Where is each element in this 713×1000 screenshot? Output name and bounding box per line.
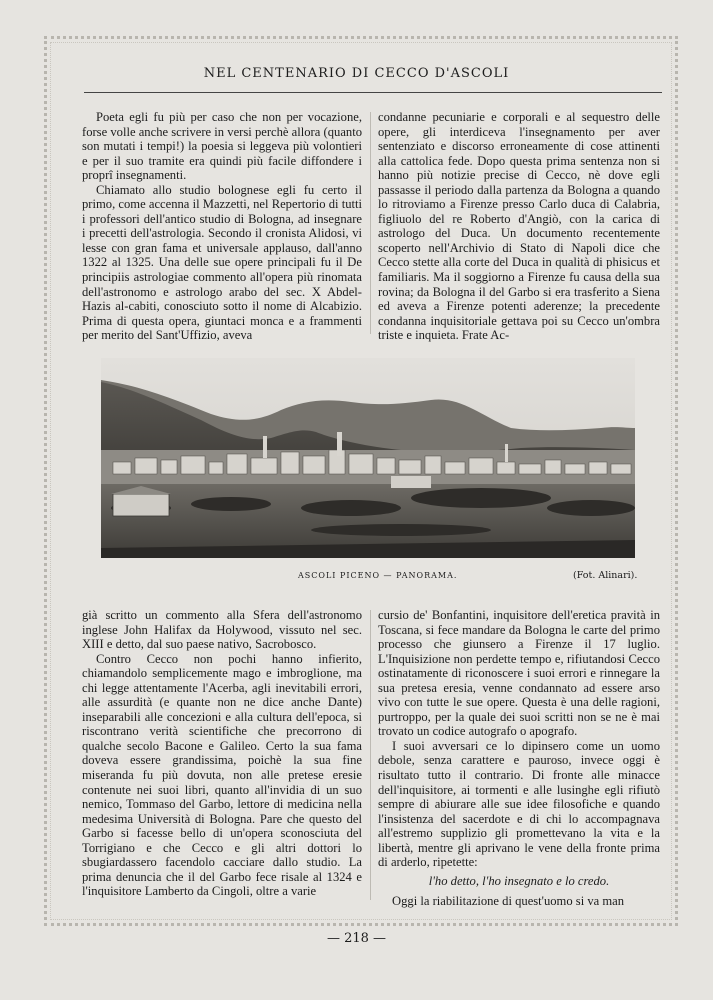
paragraph: I suoi avversari ce lo dipinsero come un uomo debole, senza carattere e pauroso, invece oggi è risultato tutto il contrario. Di fronte alle minacce dell'inquisitore, ai tormenti e alle lusinghe egli rifiutò sempre di abiurare alle sue idee filosofiche e quando l'insistenza del sacerdote e di chi lo accompagnava all'estremo supplizio gli promettevano la vita e la libertà, mentre gli aprivano le vene della fronte prima di arderlo, ripetette: (378, 738, 660, 870)
bottom-right-column (378, 608, 660, 909)
top-right-column (378, 110, 660, 343)
column-divider (370, 610, 371, 900)
running-title: NEL CENTENARIO DI CECCO D'ASCOLI (203, 66, 510, 81)
bottom-left-column (82, 608, 362, 899)
paragraph: Poeta egli fu più per caso che non per vocazione, forse volle anche scrivere in versi perchè allora (quanto son mutati i tempi!) la poesia si leggeva più volontieri e per il suo tramite era quindi più facile diffondere i proprî insegnamenti. (82, 110, 362, 183)
figure-caption: ASCOLI PICENO — PANORAMA. (298, 571, 458, 580)
quotation: l'ho detto, l'ho insegnato e lo credo. (428, 873, 610, 888)
paragraph: Contro Cecco non pochi hanno infierito, chiamandolo semplicemente mago e imbroglione, ma chi legge attentamente l'Acerba, agli inevitabili errori, alle assurdità (e quante non ne dice anche Dante) inseparabili alle concezioni e alla cultura dell'epoca, si riscontrano verità scientifiche che precorrono di qualche secolo Bacone e Galileo. Certo la sua fama doveva essere grandissima, poichè la sua fine miseranda fu più dovuta, non alle pretese eresie contenute nei suoi libri, quanto all'invidia di un suo nemico, Tommaso del Garbo, lettore di medicina nella medesima Università di Bologna. Pare che questo del Garbo si facesse bello di un'opera sconosciuta del Torrigiano e che Cecco e gli altri dottori lo sbugiardassero facendolo cacciare dallo studio. La prima denuncia che il del Garbo fece risale al 1324 e l'inquisitore Lamberto da Cingoli, oltre a varie (82, 651, 362, 899)
paragraph: condanne pecuniarie e corporali e al sequestro delle opere, gli interdiceva l'insegnamento per aver sentenziato e discorso erroneamente di cose attinenti alla cattolica fede. Dopo questa prima sentenza non si hanno più notizie precise di Cecco, nè dove egli passasse il periodo dalla partenza da Bologna a quando lo ritroviamo a Firenze presso Carlo duca di Calabria, figliuolo del re Roberto d'Angiò, con la carica di astrologo del Duca. Un documento recentemente scoperto nell'Archivio di Stato di Napoli dice che Cecco stette alla corte del Duca in qualità di phisicus et familiaris. Ma il soggiorno a Firenze fu causa della sua rovina; da Bologna il del Garbo si era trasferito a Siena ed aveva a Firenze potenti aderenze; la precedente condanna inquisitoriale gettava poi su Cecco un'ombra triste e inquieta. Frate Ac- (378, 110, 660, 343)
photo-credit: (Fot. Alinari). (573, 570, 638, 581)
top-left-column (82, 110, 362, 343)
header-rule (84, 92, 662, 93)
paragraph: già scritto un commento alla Sfera dell'astronomo inglese John Halifax da Holywood, vissuto nel sec. XIII e detto, dal suo paese nativo, Sacrobosco. (82, 608, 362, 652)
paragraph: Oggi la riabilitazione di quest'uomo si va man (392, 894, 625, 909)
column-divider (370, 112, 371, 334)
paragraph: cursio de' Bonfantini, inquisitore dell'eretica pravità in Toscana, si fece mandare da Bologna le carte del primo processo che giunsero a Firenze il 17 luglio. L'Inquisizione non perdette tempo e, rifiutandosi Cecco ostinatamente di riconoscere i suoi errori e rinnegare la sua pretesa eresia, venne condannato ad essere arso vivo con tutte le sue opere. Questa è una delle ragioni, purtroppo, per la quale dei suoi scritti non se ne è mai trovato un codice autografo o apografo. (378, 608, 660, 739)
page-number: — 218 — (326, 931, 387, 946)
paragraph: Chiamato allo studio bolognese egli fu certo il primo, come accenna il Mazzetti, nel Repertorio di tutti i professori dell'antico studio di Bologna, ad insegnare i precetti dell'astrologia. Secondo il cronista Alidosi, vi lesse con gran fama et universale applauso, dall'anno 1322 al 1325. Una delle sue opere principali fu il De principiis astrologiae commento all'opera più rinomata dell'astronomo e astrologo arabo del sec. X Abdel-Hazis al-cabiti, conosciuto sotto il nome di Alcabizio. Prima di questa opera, giuntaci monca e a frammenti per merito del Sant'Uffizio, aveva (82, 182, 362, 343)
panorama-photo (101, 358, 635, 558)
